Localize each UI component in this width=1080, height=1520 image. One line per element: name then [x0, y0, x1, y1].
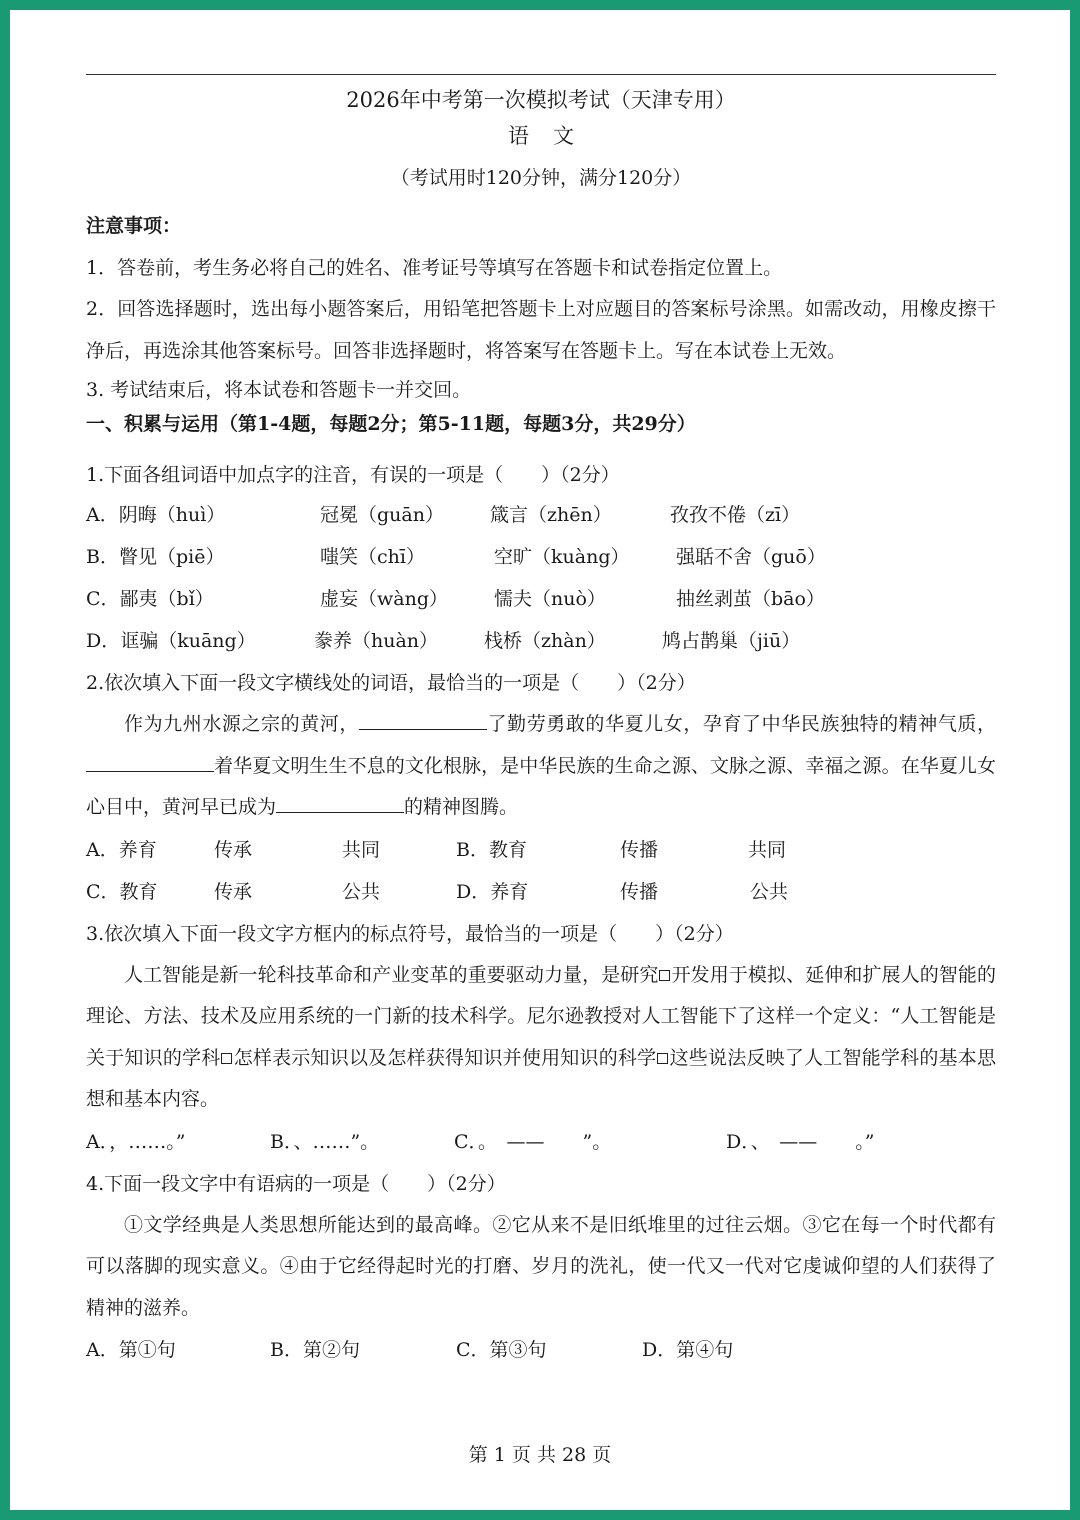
q1-option-row: [86, 620, 996, 662]
q3-option: D．、 —— 。”: [726, 1130, 875, 1153]
q3-stem: 3.依次填入下面一段文字方框内的标点符号，最恰当的一项是（ ）（2分）: [86, 922, 734, 945]
q1-option: 虚妄（wàng）: [320, 588, 448, 610]
q2-option: C．教育: [86, 880, 158, 903]
q1-option: 鸠占鹊巢（jiū）: [662, 630, 801, 652]
q3-option-row: [86, 1121, 996, 1163]
q1-option: 嗤笑（chī）: [320, 546, 425, 568]
notice-heading: 注意事项：: [86, 215, 182, 237]
q2-text: 着华夏文明生生不息的文化根脉，是中华民族的生命之源、文脉之源、幸福之源。在华夏儿女心目中，黄河早已成为: [86, 754, 996, 818]
q1-option: 抽丝剥茧（bāo）: [676, 588, 825, 610]
q1-option-row: [86, 578, 996, 620]
q1-option: 栈桥（zhàn）: [484, 630, 606, 652]
q2-option: 传播: [620, 838, 659, 861]
q2-option: B．教育: [456, 838, 527, 861]
q2-option: 传承: [214, 880, 253, 903]
q1-option: D．诓骗（kuāng）: [86, 630, 256, 652]
fill-blank: [359, 707, 487, 730]
q3-option: B．、……”。: [270, 1130, 380, 1153]
punctuation-box: [221, 1053, 232, 1064]
q4-option: A．第①句: [86, 1339, 176, 1361]
notice-item-2: 2．回答选择题时，选出每小题答案后，用铅笔把答题卡上对应题目的答案标号涂黑。如需改动，用橡皮擦干净后，再选涂其他答案标号。回答非选择题时，将答案写在答题卡上。写在本试卷上无效。: [86, 298, 996, 362]
q2-option: A．养育: [86, 838, 157, 861]
notice-item-3: 3. 考试结束后，将本试卷和答题卡一并交回。: [86, 379, 472, 401]
q2-option: 公共: [342, 880, 381, 903]
q3-passage: [86, 955, 996, 1121]
q2-stem: 2.依次填入下面一段文字横线处的词语，最恰当的一项是（ ）（2分）: [86, 672, 696, 694]
q1-option: 孜孜不倦（zī）: [670, 504, 801, 526]
top-rule: [86, 74, 996, 75]
q2-option: 共同: [748, 838, 787, 861]
q1-option: 冠冕（guān）: [320, 504, 444, 526]
q4-option-row: [86, 1329, 996, 1371]
q4-stem: 4.下面一段文字中有语病的一项是（ ）（2分）: [86, 1172, 506, 1195]
q2-option: 共同: [342, 838, 381, 861]
notice-item-1: 1．答卷前，考生务必将自己的姓名、准考证号等填写在答题卡和试卷指定位置上。: [86, 257, 783, 279]
punctuation-box: [659, 970, 670, 981]
page-number: 第 1 页 共 28 页: [468, 1444, 612, 1466]
section-heading: 一、积累与运用（第1-4题，每题2分；第5-11题，每题3分，共29分）: [86, 413, 696, 435]
q2-option: D．养育: [456, 880, 529, 903]
q1-option: 懦夫（nuò）: [494, 588, 606, 610]
q2-passage: [86, 704, 996, 829]
q2-text: 了勤劳勇敢的华夏儿女，孕育了中华民族独特的精神气质，: [486, 713, 996, 735]
time-info: （考试用时120分钟，满分120分）: [390, 167, 692, 189]
exam-page: [86, 74, 996, 1371]
subject-title: 语文: [508, 124, 598, 148]
q2-option: 传播: [620, 880, 659, 903]
q1-option-row: [86, 536, 996, 578]
q1-option: 强聒不舍（guō）: [676, 546, 826, 568]
q4-option: C．第③句: [456, 1339, 547, 1361]
q1-option: B．瞥见（piē）: [86, 546, 225, 568]
q2-text: 的精神图腾。: [404, 796, 519, 818]
q2-option: 传承: [214, 838, 253, 861]
q1-option: 豢养（huàn）: [314, 630, 439, 652]
exam-title: 2026年中考第一次模拟考试（天津专用）: [346, 88, 736, 112]
q1-option: 箴言（zhēn）: [490, 504, 612, 526]
q3-option: A．，……。”: [86, 1130, 186, 1153]
q1-option: A．阴晦（huì）: [86, 504, 226, 526]
q1-stem: 1.下面各组词语中加点字的注音，有误的一项是（ ）（2分）: [86, 464, 620, 486]
q2-option-row: [86, 871, 996, 913]
q2-text: 作为九州水源之宗的黄河，: [124, 713, 359, 735]
q4-option: D．第④句: [642, 1339, 734, 1361]
q4-passage: ①文学经典是人类思想所能达到的最高峰。②它从来不是旧纸堆里的过往云烟。③它在每一个时代都有可以落脚的现实意义。④由于它经得起时光的打磨、岁月的洗礼，使一代又一代对它虔诚仰望的人们获得了精神的滋养。: [86, 1213, 996, 1319]
q4-option: B．第②句: [270, 1339, 360, 1361]
q1-option: C．鄙夷（bǐ）: [86, 588, 214, 610]
q3-text: 开发用于模拟、延伸和扩展人的智能的理论、方法、技术及应用系统的一门新的技术科学。尼尔逊教授对人工智能下了这样一个定义：“人工智能是关于知识的学科: [86, 963, 996, 1069]
q3-option: C．。 —— ”。: [454, 1130, 612, 1153]
fill-blank: [86, 749, 214, 772]
punctuation-box: [657, 1053, 668, 1064]
q1-option-row: [86, 494, 996, 536]
q3-text: 怎样表示知识以及怎样获得知识并使用知识的科学: [233, 1046, 657, 1069]
q3-text: 这些说法反映了人工智能学科的基本思想和基本内容。: [86, 1046, 996, 1110]
fill-blank: [276, 790, 404, 813]
q1-option: 空旷（kuàng）: [494, 546, 630, 568]
q3-text: 人工智能是新一轮科技革命和产业变革的重要驱动力量，是研究: [124, 963, 659, 986]
q2-option: 公共: [750, 880, 789, 903]
q2-option-row: [86, 829, 996, 871]
